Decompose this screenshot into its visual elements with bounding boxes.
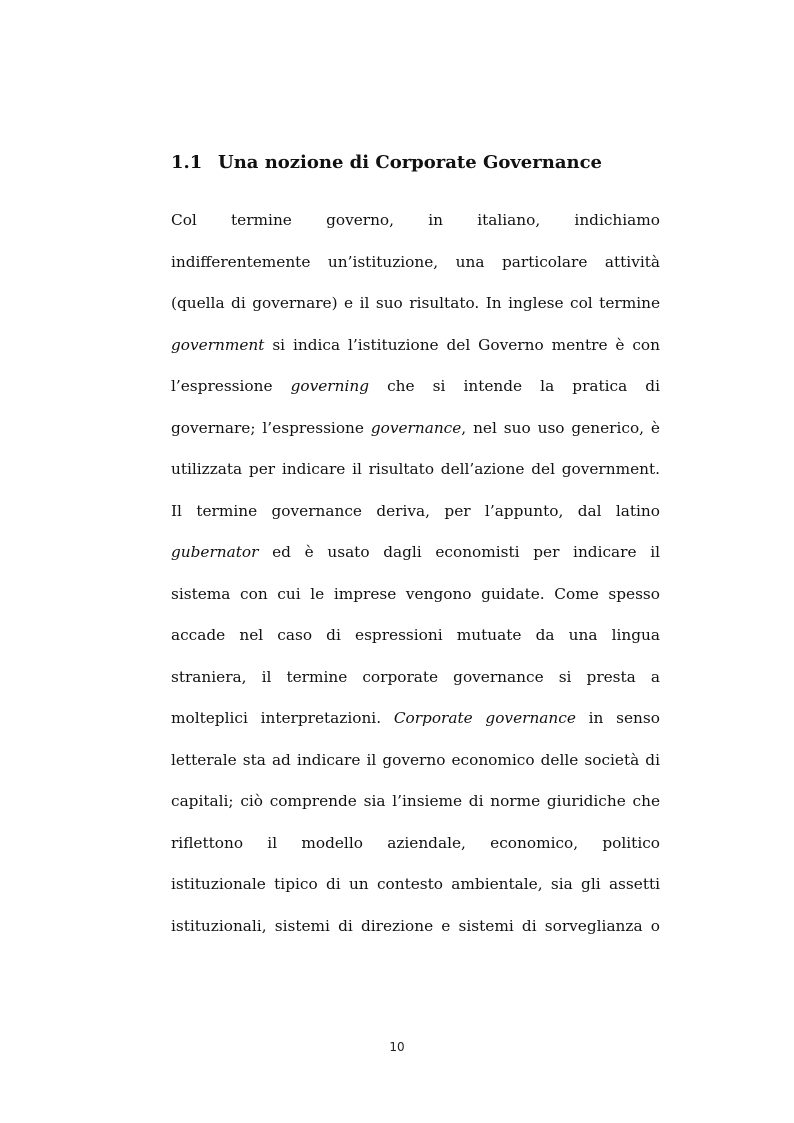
text-run: utilizzata per indicare il risultato dell’azione del government. — [171, 460, 660, 478]
text-line — [171, 657, 660, 699]
italic-term: gubernator — [171, 543, 259, 561]
text-run: letterale sta ad indicare il governo economico delle società di — [171, 750, 660, 769]
page-number: 10 — [389, 1040, 405, 1054]
text-line — [171, 574, 660, 616]
text-line — [171, 325, 660, 367]
text-line — [171, 449, 660, 491]
text-line — [171, 491, 660, 533]
text-line — [171, 864, 660, 906]
text-run: l’espressione — [171, 377, 291, 395]
text-line — [171, 532, 660, 574]
text-line — [171, 740, 660, 782]
text-line — [171, 781, 660, 823]
text-line — [171, 366, 660, 408]
text-line — [171, 615, 660, 657]
text-run: istituzionale tipico di un contesto ambientale, sia gli assetti — [171, 875, 660, 893]
text-run: istituzionali, sistemi di direzione e sistemi di sorveglianza o — [171, 916, 660, 935]
text-run: (quella di governare) e il suo risultato. In inglese col termine — [171, 294, 660, 312]
text-run: sistema con cui le imprese vengono guidate. Come spesso — [171, 584, 660, 603]
text-line — [171, 283, 660, 325]
section-number: 1.1 — [171, 152, 203, 173]
text-line — [171, 200, 660, 242]
text-run: governare; l’espressione — [171, 418, 371, 437]
text-run: accade nel caso di espressioni mutuate da una lingua — [171, 626, 660, 644]
text-line — [171, 408, 660, 450]
text-run: indifferentemente un’istituzione, una particolare attività — [171, 252, 660, 271]
text-run: che si intende la pratica di — [369, 377, 660, 395]
text-run: Col termine governo, in italiano, indichiamo — [171, 211, 660, 229]
text-line — [171, 242, 660, 284]
section-heading — [171, 150, 671, 176]
text-run: in senso — [575, 709, 660, 727]
text-line — [171, 906, 660, 948]
italic-term: Corporate governance — [393, 709, 576, 727]
text-run: ed è usato dagli economisti per indicare il — [258, 543, 660, 561]
text-run: Il termine governance deriva, per l’appunto, dal latino — [171, 501, 660, 520]
body-paragraph — [171, 200, 660, 947]
italic-term: governing — [290, 377, 370, 395]
italic-term: government — [171, 335, 265, 354]
text-run: riflettono il modello aziendale, economico, politico — [171, 833, 660, 852]
section-title: Una nozione di Corporate Governance — [218, 152, 602, 173]
text-line — [171, 823, 660, 865]
text-run: straniera, il termine corporate governance si presta a — [171, 667, 660, 686]
text-line — [171, 698, 660, 740]
text-run: si indica l’istituzione del Governo mentre è con — [264, 335, 660, 354]
text-run: molteplici interpretazioni. — [171, 709, 394, 727]
text-run: , nel suo uso generico, è — [461, 418, 660, 437]
text-run: capitali; ciò comprende sia l’insieme di norme giuridiche che — [171, 792, 660, 810]
italic-term: governance — [370, 418, 462, 437]
